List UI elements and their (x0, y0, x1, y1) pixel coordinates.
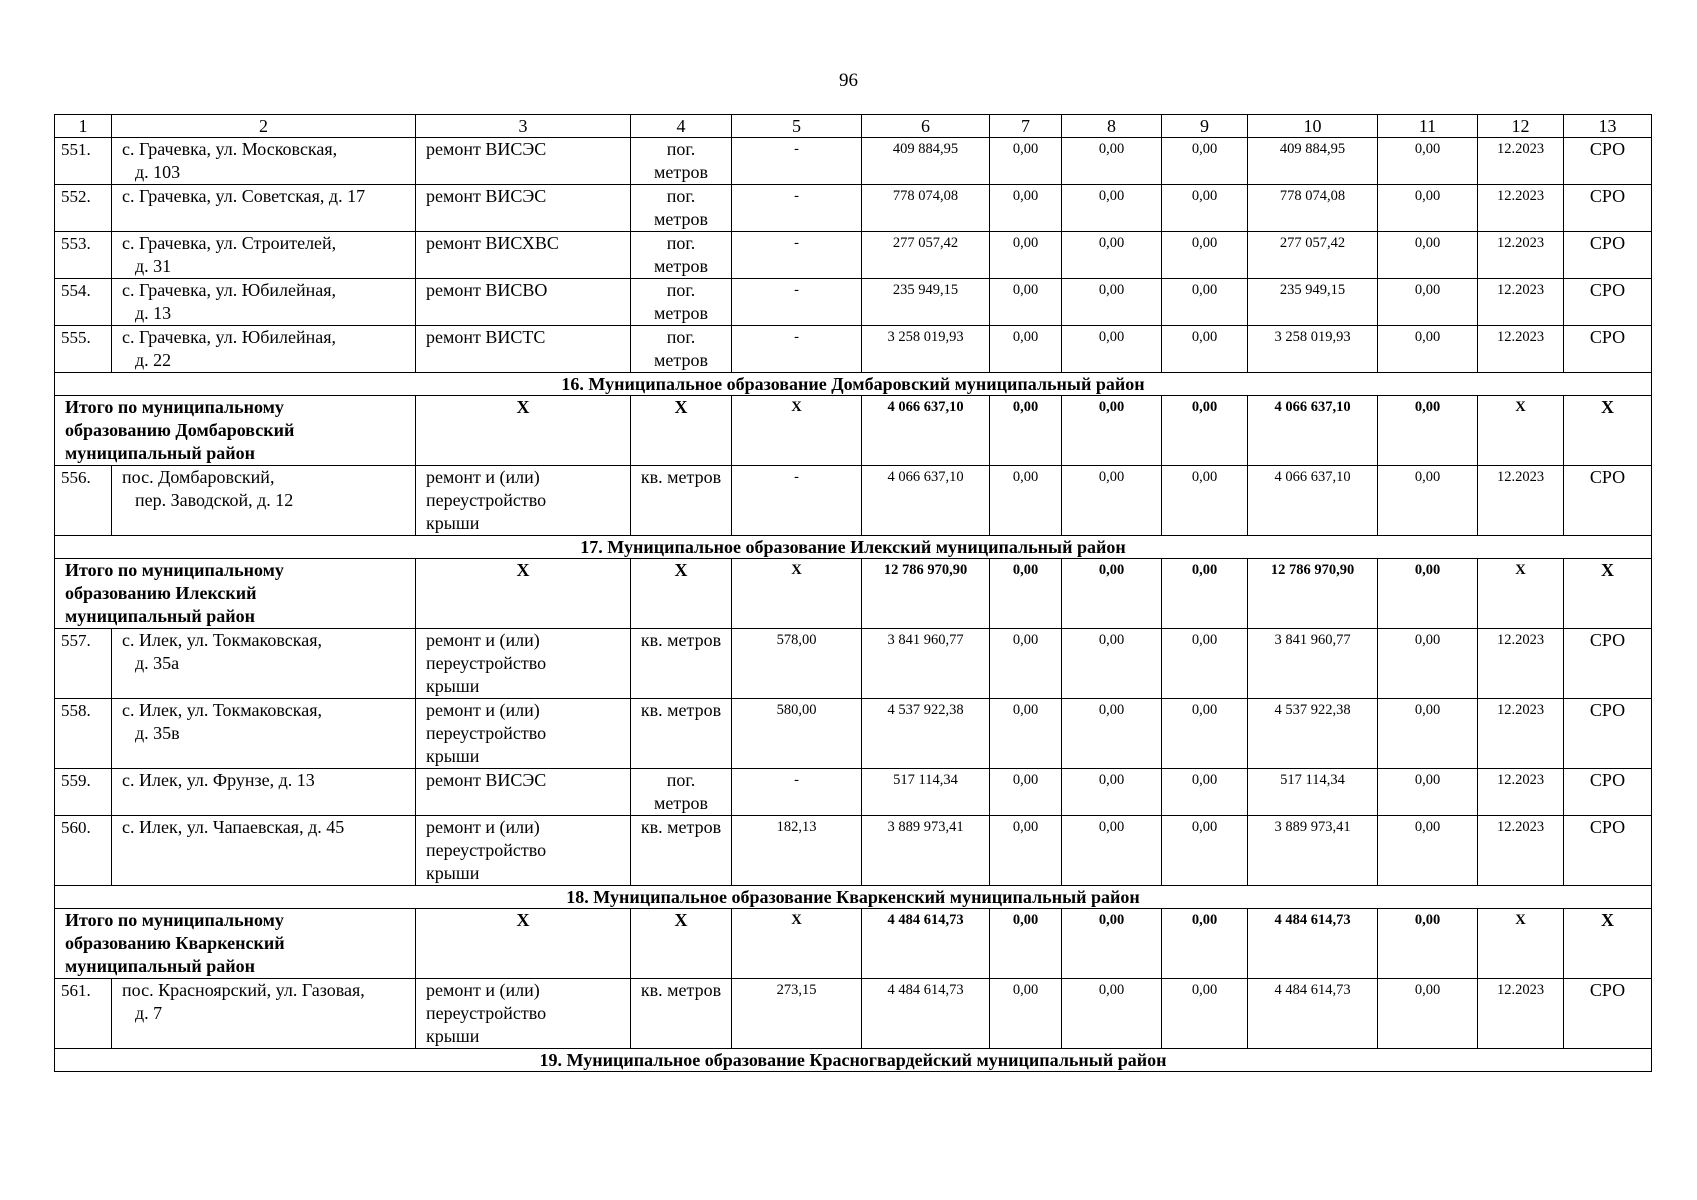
cell-c13: СРО (1564, 326, 1652, 373)
section-title: 16. Муниципальное образование Домбаровский муниципальный район (55, 373, 1652, 396)
work-type-line: крыши (426, 676, 480, 696)
cell-col3: Х (416, 396, 631, 466)
cell-c13: Х (1564, 559, 1652, 629)
cell-c13: Х (1564, 396, 1652, 466)
cell-c9: 0,00 (1162, 138, 1248, 185)
unit-cell (631, 232, 732, 279)
table-row (55, 185, 1652, 232)
address-line: с. Илек, ул. Токмаковская, (122, 630, 322, 650)
cell-c11: 0,00 (1378, 326, 1478, 373)
unit-cell (631, 326, 732, 373)
cell-c12: 12.2023 (1478, 138, 1564, 185)
column-header: 9 (1162, 115, 1248, 138)
cell-c12: Х (1478, 559, 1564, 629)
cell-col3: Х (416, 559, 631, 629)
table-row (55, 466, 1652, 536)
cell-c7: 0,00 (990, 279, 1062, 326)
cell-c10: 4 066 637,10 (1248, 466, 1378, 536)
cell-c12: Х (1478, 909, 1564, 979)
address-line: с. Грачевка, ул. Юбилейная, (122, 327, 337, 347)
cell-c13: СРО (1564, 699, 1652, 769)
cell-c8: 0,00 (1062, 185, 1162, 232)
cell-c8: 0,00 (1062, 769, 1162, 816)
cell-c7: 0,00 (990, 629, 1062, 699)
address-line: пер. Заводской, д. 12 (135, 490, 294, 510)
cell-c11: 0,00 (1378, 979, 1478, 1049)
unit-line: кв. метров (640, 467, 722, 487)
work-type-line: переустройство (426, 1003, 547, 1023)
cell-c6: 4 484 614,73 (862, 979, 990, 1049)
address-line: д. 31 (135, 256, 172, 276)
total-label-line: муниципальный район (65, 606, 255, 626)
cell-c6: 517 114,34 (862, 769, 990, 816)
cell-c5: 182,13 (732, 816, 862, 886)
cell-c13: СРО (1564, 769, 1652, 816)
unit-cell (631, 699, 732, 769)
address-line: с. Грачевка, ул. Московская, (122, 139, 338, 159)
column-header: 2 (112, 115, 416, 138)
cell-c13: СРО (1564, 138, 1652, 185)
cell-col3: Х (416, 909, 631, 979)
cell-c6: 4 066 637,10 (862, 396, 990, 466)
column-header: 7 (990, 115, 1062, 138)
unit-line: пог. (666, 186, 696, 206)
cell-c9: 0,00 (1162, 185, 1248, 232)
cell-c10: 3 889 973,41 (1248, 816, 1378, 886)
address-cell (112, 185, 416, 232)
address-line: с. Грачевка, ул. Юбилейная, (122, 280, 337, 300)
cell-c7: 0,00 (990, 559, 1062, 629)
column-header: 10 (1248, 115, 1378, 138)
section-heading-row (55, 886, 1652, 909)
address-line: д. 7 (135, 1003, 163, 1023)
unit-line: метров (654, 303, 708, 323)
total-label-line: образованию Домбаровский (65, 420, 295, 440)
work-type-line: крыши (426, 1026, 480, 1046)
work-type-cell (416, 232, 631, 279)
unit-line: метров (654, 162, 708, 182)
cell-c13: СРО (1564, 232, 1652, 279)
cell-c7: 0,00 (990, 816, 1062, 886)
table-row (55, 279, 1652, 326)
total-row (55, 909, 1652, 979)
work-type-line: ремонт и (или) (426, 467, 540, 487)
work-type-cell (416, 326, 631, 373)
cell-c11: 0,00 (1378, 769, 1478, 816)
work-type-cell (416, 185, 631, 232)
cell-c10: 3 258 019,93 (1248, 326, 1378, 373)
section-heading-row (55, 373, 1652, 396)
work-type-line: переустройство (426, 490, 547, 510)
row-number: 560. (55, 816, 112, 886)
cell-c11: 0,00 (1378, 629, 1478, 699)
unit-line: метров (654, 209, 708, 229)
cell-c10: 3 841 960,77 (1248, 629, 1378, 699)
cell-c7: 0,00 (990, 232, 1062, 279)
cell-c6: 3 258 019,93 (862, 326, 990, 373)
row-number: 556. (55, 466, 112, 536)
cell-c10: 277 057,42 (1248, 232, 1378, 279)
address-cell (112, 769, 416, 816)
row-number: 559. (55, 769, 112, 816)
row-number: 558. (55, 699, 112, 769)
cell-c9: 0,00 (1162, 396, 1248, 466)
cell-c8: 0,00 (1062, 466, 1162, 536)
unit-line: метров (654, 256, 708, 276)
work-type-line: ремонт и (или) (426, 700, 540, 720)
address-line: пос. Домбаровский, (122, 467, 275, 487)
cell-c7: 0,00 (990, 466, 1062, 536)
cell-c12: 12.2023 (1478, 326, 1564, 373)
column-header: 8 (1062, 115, 1162, 138)
work-type-line: крыши (426, 513, 480, 533)
cell-c13: Х (1564, 909, 1652, 979)
address-cell (112, 629, 416, 699)
cell-c6: 4 484 614,73 (862, 909, 990, 979)
work-type-line: ремонт и (или) (426, 817, 540, 837)
row-number: 557. (55, 629, 112, 699)
cell-c9: 0,00 (1162, 769, 1248, 816)
cell-c5: 578,00 (732, 629, 862, 699)
total-label-line: Итого по муниципальному (65, 910, 284, 930)
cell-c11: 0,00 (1378, 699, 1478, 769)
cell-c5: - (732, 138, 862, 185)
work-type-line: крыши (426, 746, 480, 766)
address-cell (112, 138, 416, 185)
cell-c5: - (732, 232, 862, 279)
register-table (54, 114, 1652, 1072)
cell-c11: 0,00 (1378, 185, 1478, 232)
cell-c10: 4 537 922,38 (1248, 699, 1378, 769)
cell-col4: Х (631, 909, 732, 979)
work-type-line: ремонт и (или) (426, 630, 540, 650)
cell-c10: 4 484 614,73 (1248, 979, 1378, 1049)
total-label (55, 396, 416, 466)
work-type-cell (416, 769, 631, 816)
address-line: с. Илек, ул. Токмаковская, (122, 700, 322, 720)
cell-c7: 0,00 (990, 138, 1062, 185)
cell-c6: 778 074,08 (862, 185, 990, 232)
cell-c6: 4 066 637,10 (862, 466, 990, 536)
cell-c9: 0,00 (1162, 559, 1248, 629)
unit-line: кв. метров (640, 630, 722, 650)
unit-cell (631, 279, 732, 326)
cell-c7: 0,00 (990, 185, 1062, 232)
work-type-cell (416, 699, 631, 769)
address-line: д. 35в (135, 723, 180, 743)
cell-c9: 0,00 (1162, 909, 1248, 979)
table-row (55, 232, 1652, 279)
address-cell (112, 699, 416, 769)
cell-c9: 0,00 (1162, 326, 1248, 373)
cell-c10: 4 066 637,10 (1248, 396, 1378, 466)
cell-c7: 0,00 (990, 979, 1062, 1049)
cell-c5: - (732, 769, 862, 816)
cell-c11: 0,00 (1378, 466, 1478, 536)
cell-c5: 273,15 (732, 979, 862, 1049)
unit-line: кв. метров (640, 700, 722, 720)
column-header-row (55, 115, 1652, 138)
cell-c12: 12.2023 (1478, 466, 1564, 536)
column-header: 6 (862, 115, 990, 138)
unit-line: кв. метров (640, 980, 722, 1000)
cell-c11: 0,00 (1378, 909, 1478, 979)
cell-c8: 0,00 (1062, 559, 1162, 629)
cell-c5: - (732, 466, 862, 536)
total-label-line: муниципальный район (65, 956, 255, 976)
row-number: 552. (55, 185, 112, 232)
section-title: 18. Муниципальное образование Кваркенский муниципальный район (55, 886, 1652, 909)
address-line: с. Илек, ул. Фрунзе, д. 13 (122, 770, 315, 790)
table-row (55, 138, 1652, 185)
address-line: д. 35а (135, 653, 180, 673)
total-label (55, 909, 416, 979)
cell-c5: - (732, 279, 862, 326)
cell-c13: СРО (1564, 629, 1652, 699)
column-header: 12 (1478, 115, 1564, 138)
cell-c13: СРО (1564, 979, 1652, 1049)
cell-c6: 12 786 970,90 (862, 559, 990, 629)
work-type-cell (416, 279, 631, 326)
work-type-line: переустройство (426, 723, 547, 743)
work-type-line: ремонт ВИСЭС (426, 139, 547, 159)
row-number: 561. (55, 979, 112, 1049)
work-type-line: ремонт ВИСЭС (426, 186, 547, 206)
row-number: 555. (55, 326, 112, 373)
work-type-cell (416, 138, 631, 185)
cell-c9: 0,00 (1162, 629, 1248, 699)
unit-cell (631, 466, 732, 536)
cell-c9: 0,00 (1162, 699, 1248, 769)
unit-cell (631, 769, 732, 816)
unit-cell (631, 185, 732, 232)
address-line: с. Грачевка, ул. Советская, д. 17 (122, 186, 366, 206)
cell-c13: СРО (1564, 279, 1652, 326)
column-header: 4 (631, 115, 732, 138)
section-heading-row (55, 536, 1652, 559)
column-header: 11 (1378, 115, 1478, 138)
cell-c9: 0,00 (1162, 232, 1248, 279)
cell-c11: 0,00 (1378, 232, 1478, 279)
address-line: д. 13 (135, 303, 172, 323)
unit-cell (631, 979, 732, 1049)
cell-c13: СРО (1564, 185, 1652, 232)
table-row (55, 326, 1652, 373)
unit-cell (631, 629, 732, 699)
cell-c5: - (732, 326, 862, 373)
table-row (55, 629, 1652, 699)
cell-c8: 0,00 (1062, 909, 1162, 979)
cell-c12: 12.2023 (1478, 185, 1564, 232)
cell-c5: - (732, 185, 862, 232)
work-type-cell (416, 466, 631, 536)
unit-line: метров (654, 793, 708, 813)
address-cell (112, 279, 416, 326)
cell-c6: 4 537 922,38 (862, 699, 990, 769)
unit-line: пог. (666, 233, 696, 253)
cell-c9: 0,00 (1162, 816, 1248, 886)
address-cell (112, 232, 416, 279)
cell-c7: 0,00 (990, 769, 1062, 816)
cell-c5: Х (732, 909, 862, 979)
cell-c6: 3 889 973,41 (862, 816, 990, 886)
cell-c7: 0,00 (990, 699, 1062, 769)
address-line: д. 22 (135, 350, 172, 370)
work-type-cell (416, 816, 631, 886)
unit-line: пог. (666, 327, 696, 347)
column-header: 3 (416, 115, 631, 138)
cell-c12: 12.2023 (1478, 979, 1564, 1049)
cell-c8: 0,00 (1062, 979, 1162, 1049)
cell-c6: 235 949,15 (862, 279, 990, 326)
section-heading-row (55, 1049, 1652, 1072)
cell-c5: Х (732, 559, 862, 629)
row-number: 553. (55, 232, 112, 279)
address-line: д. 103 (135, 162, 181, 182)
total-label-line: Итого по муниципальному (65, 397, 284, 417)
page-number: 96 (839, 70, 858, 91)
cell-c10: 12 786 970,90 (1248, 559, 1378, 629)
cell-c8: 0,00 (1062, 396, 1162, 466)
total-row (55, 559, 1652, 629)
cell-c5: Х (732, 396, 862, 466)
address-cell (112, 326, 416, 373)
cell-c5: 580,00 (732, 699, 862, 769)
row-number: 554. (55, 279, 112, 326)
cell-c8: 0,00 (1062, 232, 1162, 279)
section-title: 19. Муниципальное образование Красногвардейский муниципальный район (55, 1049, 1652, 1072)
work-type-line: ремонт ВИСХВС (426, 233, 559, 253)
total-label (55, 559, 416, 629)
cell-c12: 12.2023 (1478, 629, 1564, 699)
table-row (55, 699, 1652, 769)
cell-c11: 0,00 (1378, 138, 1478, 185)
address-line: с. Илек, ул. Чапаевская, д. 45 (122, 817, 345, 837)
cell-c12: 12.2023 (1478, 279, 1564, 326)
cell-c8: 0,00 (1062, 699, 1162, 769)
cell-c11: 0,00 (1378, 279, 1478, 326)
address-line: с. Грачевка, ул. Строителей, (122, 233, 337, 253)
column-header: 5 (732, 115, 862, 138)
unit-line: пог. (666, 139, 696, 159)
total-label-line: Итого по муниципальному (65, 560, 284, 580)
section-title: 17. Муниципальное образование Илекский муниципальный район (55, 536, 1652, 559)
cell-c11: 0,00 (1378, 816, 1478, 886)
total-row (55, 396, 1652, 466)
cell-c9: 0,00 (1162, 979, 1248, 1049)
cell-c7: 0,00 (990, 909, 1062, 979)
cell-c13: СРО (1564, 816, 1652, 886)
unit-line: пог. (666, 280, 696, 300)
unit-line: метров (654, 350, 708, 370)
table-row (55, 816, 1652, 886)
table-row (55, 979, 1652, 1049)
cell-c11: 0,00 (1378, 559, 1478, 629)
address-cell (112, 979, 416, 1049)
unit-cell (631, 138, 732, 185)
unit-line: кв. метров (640, 817, 722, 837)
total-label-line: образованию Илекский (65, 583, 257, 603)
cell-col4: Х (631, 559, 732, 629)
table-row (55, 769, 1652, 816)
unit-cell (631, 816, 732, 886)
work-type-line: ремонт и (или) (426, 980, 540, 1000)
cell-c13: СРО (1564, 466, 1652, 536)
work-type-line: переустройство (426, 840, 547, 860)
work-type-line: крыши (426, 863, 480, 883)
address-line: пос. Красноярский, ул. Газовая, (122, 980, 365, 1000)
cell-c10: 235 949,15 (1248, 279, 1378, 326)
address-cell (112, 466, 416, 536)
cell-c10: 778 074,08 (1248, 185, 1378, 232)
cell-c6: 3 841 960,77 (862, 629, 990, 699)
cell-c9: 0,00 (1162, 279, 1248, 326)
cell-c6: 277 057,42 (862, 232, 990, 279)
total-label-line: образованию Кваркенский (65, 933, 285, 953)
cell-c10: 4 484 614,73 (1248, 909, 1378, 979)
work-type-cell (416, 979, 631, 1049)
work-type-line: ремонт ВИСВО (426, 280, 548, 300)
cell-c8: 0,00 (1062, 629, 1162, 699)
cell-c11: 0,00 (1378, 396, 1478, 466)
unit-line: пог. (666, 770, 696, 790)
address-cell (112, 816, 416, 886)
cell-c12: 12.2023 (1478, 699, 1564, 769)
row-number: 551. (55, 138, 112, 185)
work-type-line: переустройство (426, 653, 547, 673)
cell-c12: 12.2023 (1478, 232, 1564, 279)
cell-c12: Х (1478, 396, 1564, 466)
cell-c12: 12.2023 (1478, 769, 1564, 816)
cell-c10: 409 884,95 (1248, 138, 1378, 185)
work-type-line: ремонт ВИСЭС (426, 770, 547, 790)
total-label-line: муниципальный район (65, 443, 255, 463)
cell-c9: 0,00 (1162, 466, 1248, 536)
cell-c8: 0,00 (1062, 279, 1162, 326)
cell-c8: 0,00 (1062, 816, 1162, 886)
cell-c10: 517 114,34 (1248, 769, 1378, 816)
cell-c7: 0,00 (990, 326, 1062, 373)
work-type-cell (416, 629, 631, 699)
table-body (55, 115, 1652, 1072)
cell-c8: 0,00 (1062, 138, 1162, 185)
cell-c7: 0,00 (990, 396, 1062, 466)
cell-c8: 0,00 (1062, 326, 1162, 373)
column-header: 1 (55, 115, 112, 138)
cell-c6: 409 884,95 (862, 138, 990, 185)
cell-col4: Х (631, 396, 732, 466)
cell-c12: 12.2023 (1478, 816, 1564, 886)
column-header: 13 (1564, 115, 1652, 138)
work-type-line: ремонт ВИСТС (426, 327, 546, 347)
